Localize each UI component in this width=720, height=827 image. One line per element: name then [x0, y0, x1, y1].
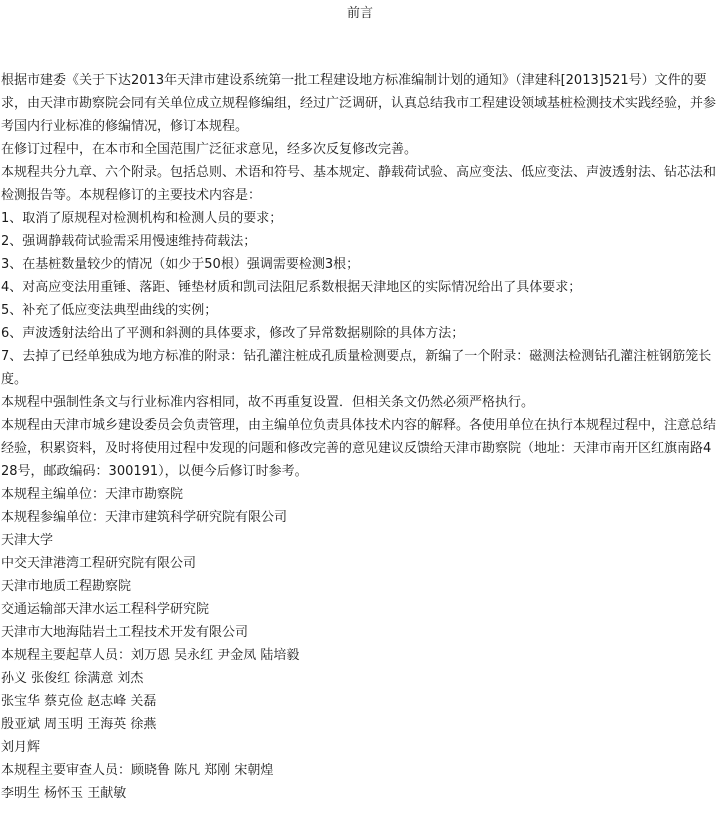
participating-unit: 天津大学 [1, 533, 54, 548]
list-item-change-5: 5、补充了低应变法典型曲线的实例； [1, 303, 218, 318]
reviewers: 本规程主要审查人员：顾晓鲁 陈凡 郑刚 宋朝煌 [1, 763, 274, 778]
paragraph-basis: 根据市建委《关于下达2013年天津市建设系统第一批工程建设地方标准编制计划的通知》（津建科[2013]521号）文件的要求，由天津市勘察院会同有关单位成立规程修编组，经过广泛调研，认真总结我市工程建设领域基桩检测技术实践经验，并参考国内行业标准的修编情况，修订本规程。 [1, 73, 717, 134]
paragraph-structure: 本规程共分九章、六个附录。包括总则、术语和符号、基本规定、静载荷试验、高应变法、低应变法、声波透射法、钻芯法和检测报告等。本规程修订的主要技术内容是： [1, 165, 717, 203]
paragraph-revision-process: 在修订过程中，在本市和全国范围广泛征求意见，经多次反复修改完善。 [1, 142, 418, 157]
paragraph-management: 本规程由天津市城乡建设委员会负责管理，由主编单位负责具体技术内容的解释。各使用单位在执行本规程过程中，注意总结经验，积累资料，及时将使用过程中发现的问题和修改完善的意见建议反馈给天津市勘察院（地址：天津市南开区红旗南路428号，邮政编码：300191），以便今后修订时参考。 [1, 418, 717, 479]
page-title: 前言 [346, 6, 373, 21]
participating-unit: 天津市地质工程勘察院 [1, 579, 132, 594]
chief-editor-unit: 本规程主编单位：天津市勘察院 [1, 487, 184, 502]
document-body [1, 69, 717, 805]
participating-unit: 交通运输部天津水运工程科学研究院 [1, 602, 210, 617]
list-item-change-3: 3、在基桩数量较少的情况（如少于50根）强调需要检测3根； [1, 257, 360, 272]
drafters-line: 殷亚斌 周玉明 王海英 徐燕 [1, 717, 157, 732]
participating-units: 本规程参编单位：天津市建筑科学研究院有限公司 [1, 510, 288, 525]
drafters-line: 孙义 张俊红 徐满意 刘杰 [1, 671, 144, 686]
list-item-change-7: 7、去掉了已经单独成为地方标准的附录：钻孔灌注桩成孔质量检测要点，新编了一个附录：磁测法检测钻孔灌注桩钢筋笼长度。 [1, 349, 712, 387]
drafters-line: 刘月辉 [1, 740, 41, 755]
list-item-change-6: 6、声波透射法给出了平测和斜测的具体要求，修改了异常数据剔除的具体方法； [1, 326, 465, 341]
reviewers-line: 李明生 杨怀玉 王献敏 [1, 786, 127, 801]
participating-unit: 中交天津港湾工程研究院有限公司 [1, 556, 197, 571]
list-item-change-4: 4、对高应变法用重锤、落距、锤垫材质和凯司法阻尼系数根据天津地区的实际情况给出了具体要求； [1, 280, 582, 295]
participating-unit: 天津市大地海陆岩土工程技术开发有限公司 [1, 625, 249, 640]
drafters: 本规程主要起草人员：刘万恩 吴永红 尹金凤 陆培毅 [1, 648, 300, 663]
drafters-line: 张宝华 蔡克俭 赵志峰 关磊 [1, 694, 157, 709]
paragraph-mandatory-clauses: 本规程中强制性条文与行业标准内容相同，故不再重复设置．但相关条文仍然必须严格执行。 [1, 395, 535, 410]
list-item-change-1: 1、取消了原规程对检测机构和检测人员的要求； [1, 211, 283, 226]
list-item-change-2: 2、强调静载荷试验需采用慢速维持荷载法； [1, 234, 257, 249]
